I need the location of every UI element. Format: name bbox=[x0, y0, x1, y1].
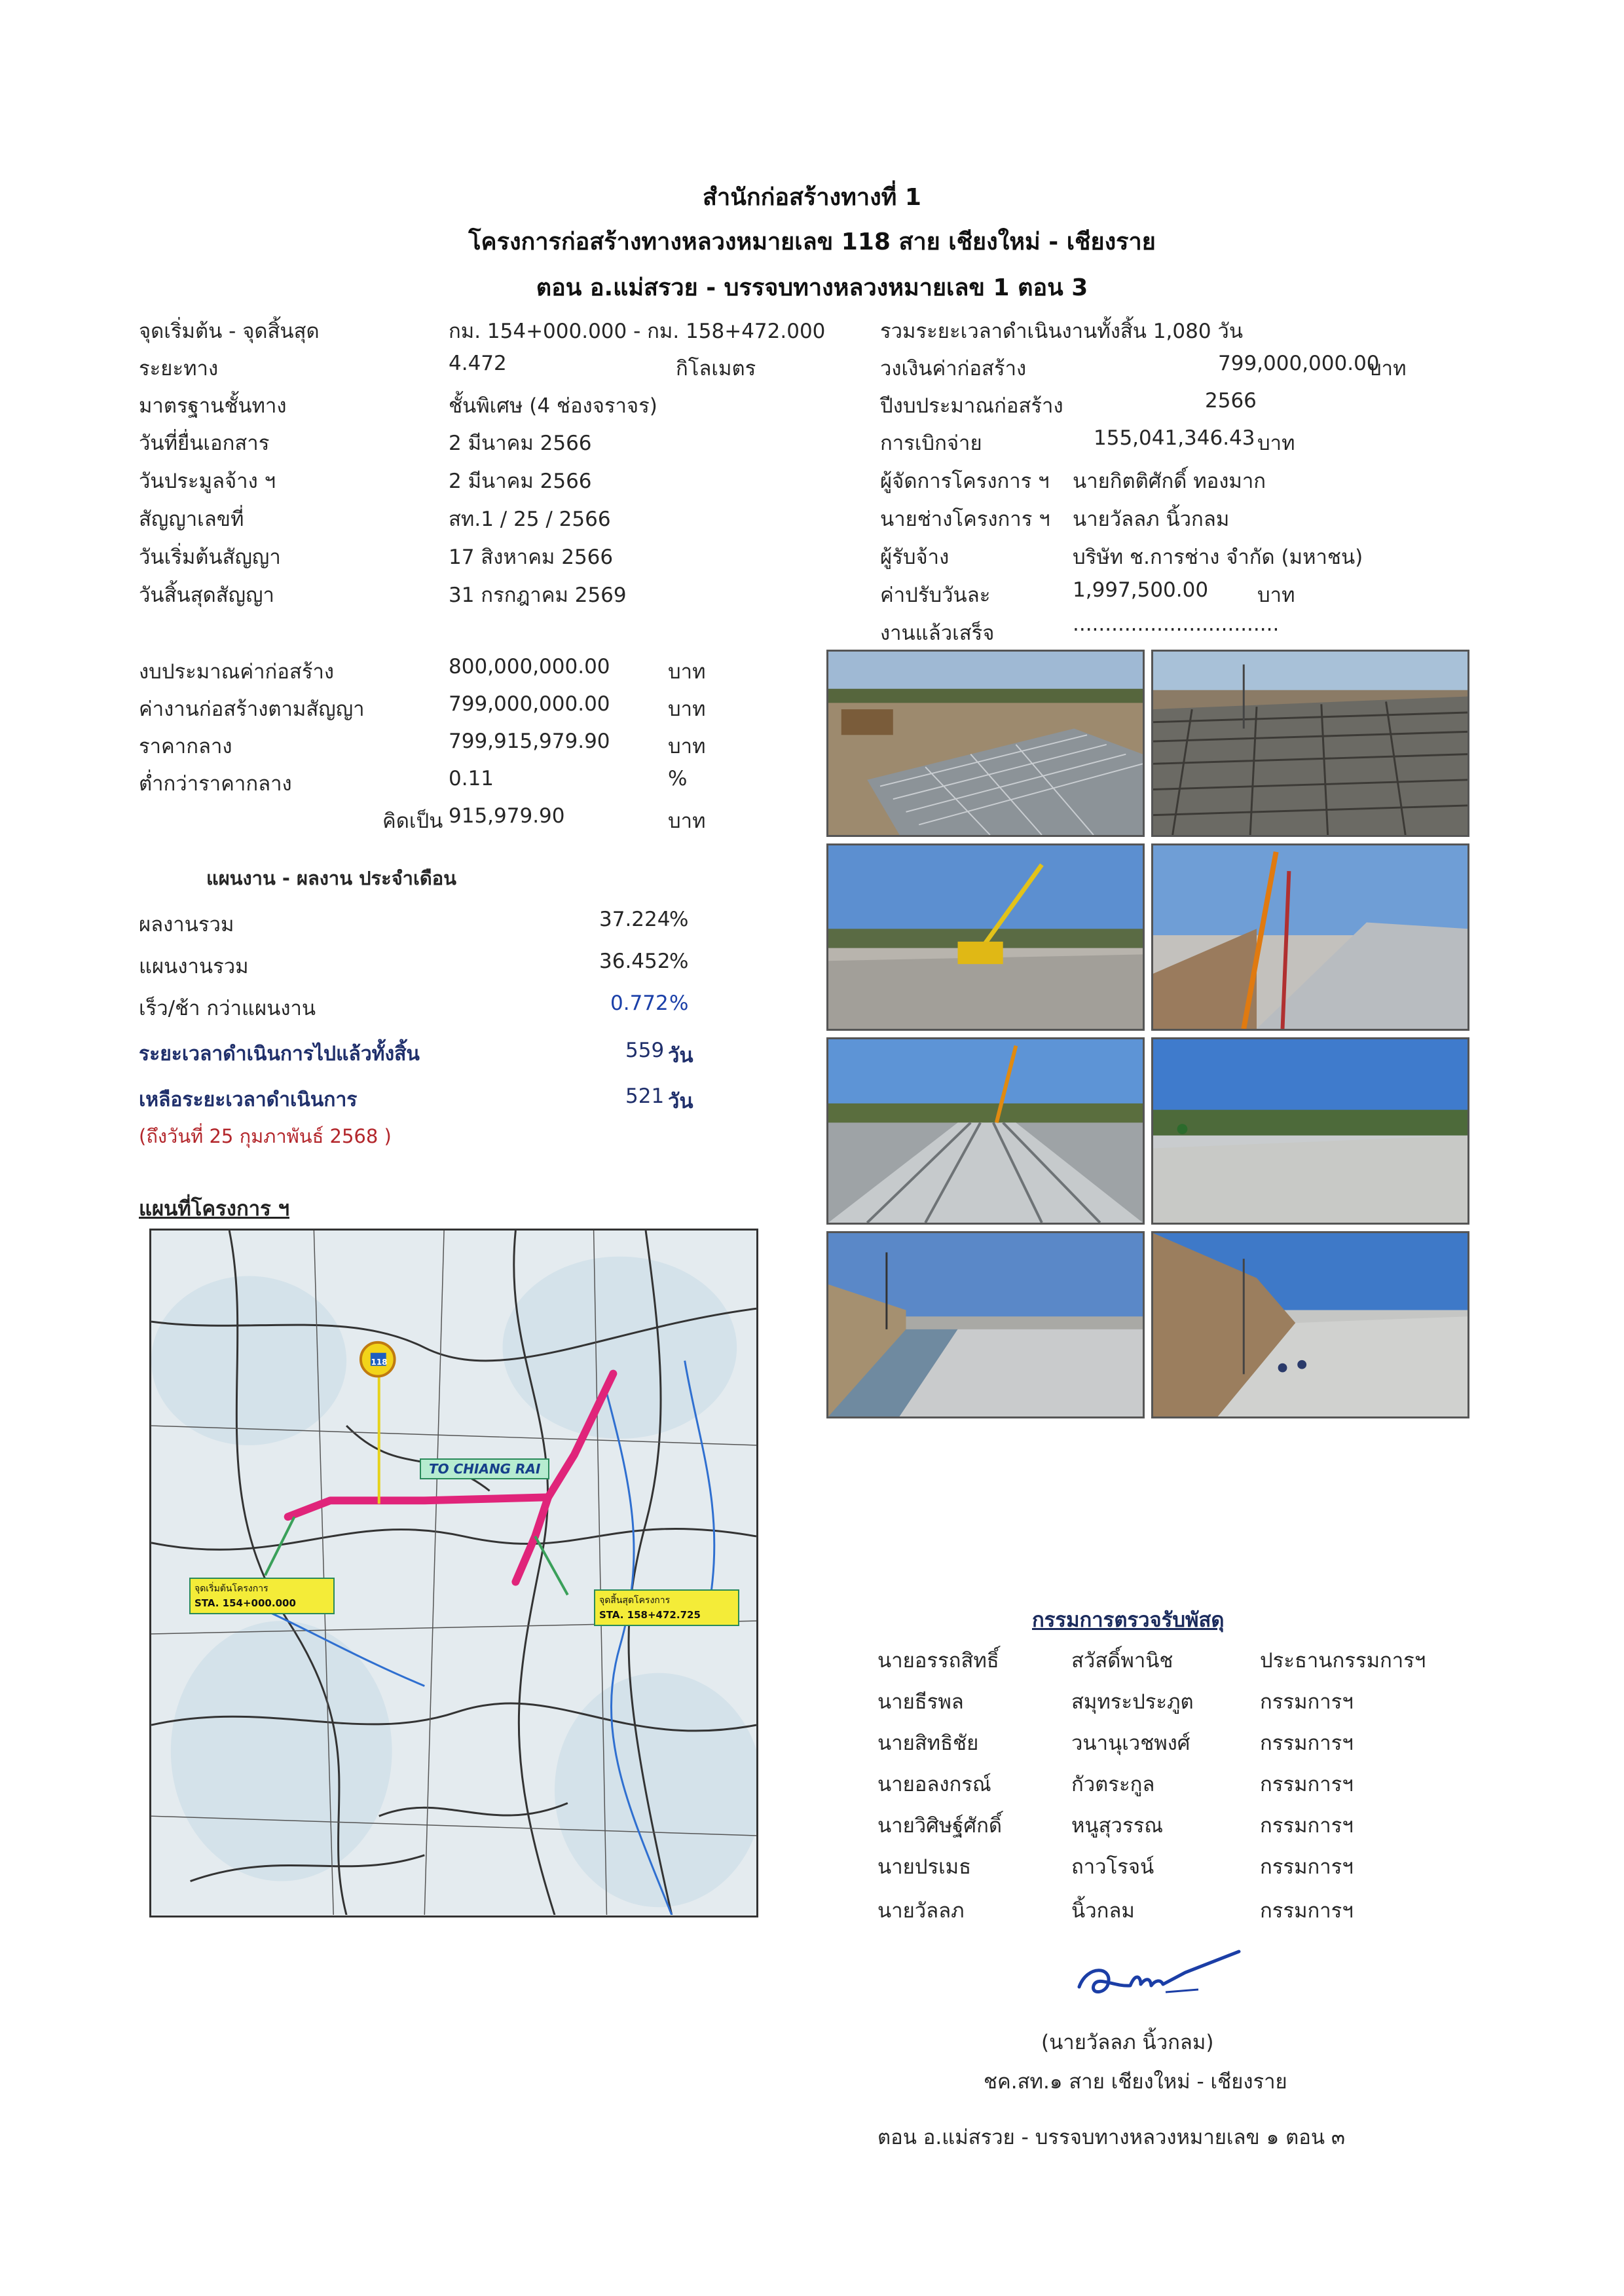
info-unit: บาท bbox=[1369, 357, 1407, 380]
member-first-name: นายวิศิษฐ์ศักดิ์ bbox=[877, 1814, 1002, 1838]
member-role: กรรมการฯ bbox=[1260, 1690, 1354, 1714]
info-label: สัญญาเลขที่ bbox=[139, 508, 244, 531]
info-value: 17 สิงหาคม 2566 bbox=[449, 546, 614, 569]
progress-unit: วัน bbox=[668, 1044, 693, 1067]
direction-label: TO CHIANG RAI bbox=[420, 1458, 549, 1479]
info-value: 2 มีนาคม 2566 bbox=[449, 432, 592, 455]
end-point-label: จุดสิ้นสุดโครงการ bbox=[599, 1595, 671, 1606]
info-label: รวมระยะเวลาดำเนินงานทั้งสิ้น 1,080 วัน bbox=[880, 320, 1244, 343]
signer-name: (นายวัลลภ นิ้วกลม) bbox=[1041, 2031, 1214, 2054]
progress-as-of: (ถึงวันที่ 25 กุมภาพันธ์ 2568 ) bbox=[139, 1125, 392, 1147]
progress-unit: % bbox=[669, 908, 689, 931]
info-label: การเบิกจ่าย bbox=[880, 432, 982, 455]
info-unit: บาท bbox=[1257, 583, 1295, 607]
project-map bbox=[149, 1229, 758, 1917]
info-label: วันประมูลจ้าง ฯ bbox=[139, 470, 276, 493]
info-label: จุดเริ่มต้น - จุดสิ้นสุด bbox=[139, 320, 320, 343]
member-last-name: สมุทระประภูต bbox=[1071, 1690, 1194, 1714]
progress-value: 0.772 bbox=[610, 991, 669, 1015]
site-photo bbox=[826, 1231, 1145, 1418]
header-line-3: ตอน อ.แม่สรวย - บรรจบทางหลวงหมายเลข 1 ตอน 3 bbox=[536, 274, 1088, 301]
map-graphic bbox=[151, 1231, 756, 1915]
member-last-name: นิ้วกลม bbox=[1071, 1899, 1135, 1923]
info-value: 799,000,000.00 bbox=[1218, 352, 1380, 375]
header-line-2: โครงการก่อสร้างทางหลวงหมายเลข 118 สาย เชียงใหม่ - เชียงราย bbox=[468, 229, 1156, 255]
budget-unit: บาท bbox=[668, 660, 706, 684]
budget-label: ราคากลาง bbox=[139, 735, 232, 758]
budget-value: 800,000,000.00 bbox=[449, 655, 610, 678]
budget-label: ค่างานก่อสร้างตามสัญญา bbox=[139, 697, 365, 721]
member-last-name: ถาวโรจน์ bbox=[1071, 1855, 1154, 1879]
site-photo bbox=[1151, 843, 1469, 1031]
budget-value: 0.11 bbox=[449, 767, 494, 790]
site-photo bbox=[826, 650, 1145, 837]
info-value: 155,041,346.43 bbox=[1094, 426, 1255, 450]
member-role: กรรมการฯ bbox=[1260, 1773, 1354, 1796]
member-last-name: กัวตระกูล bbox=[1071, 1773, 1155, 1796]
budget-value: 799,915,979.90 bbox=[449, 730, 610, 753]
member-first-name: นายธีรพล bbox=[877, 1690, 964, 1714]
info-value: 31 กรกฎาคม 2569 bbox=[449, 583, 627, 607]
progress-label: ผลงานรวม bbox=[139, 913, 234, 936]
member-role: กรรมการฯ bbox=[1260, 1855, 1354, 1879]
member-first-name: นายอรรถสิทธิ์ bbox=[877, 1649, 999, 1673]
budget-unit: % bbox=[668, 767, 688, 790]
signer-section: ตอน อ.แม่สรวย - บรรจบทางหลวงหมายเลข ๑ ตอน ๓ bbox=[877, 2126, 1346, 2149]
map-heading: แผนที่โครงการ ฯ bbox=[139, 1197, 289, 1221]
info-label: มาตรฐานชั้นทาง bbox=[139, 394, 287, 418]
progress-label: ระยะเวลาดำเนินการไปแล้วทั้งสิ้น bbox=[139, 1043, 420, 1065]
info-label: ผู้รับจ้าง bbox=[880, 546, 950, 569]
progress-heading: แผนงาน - ผลงาน ประจำเดือน bbox=[206, 867, 456, 889]
member-last-name: วนานุเวชพงศ์ bbox=[1071, 1731, 1190, 1755]
info-value: บริษัท ช.การช่าง จำกัด (มหาชน) bbox=[1073, 546, 1363, 569]
progress-value: 521 bbox=[625, 1084, 665, 1108]
member-first-name: นายสิทธิชัย bbox=[877, 1731, 979, 1755]
progress-value: 559 bbox=[625, 1039, 665, 1062]
info-value: นายกิตติศักดิ์ ทองมาก bbox=[1073, 470, 1266, 493]
progress-unit: วัน bbox=[668, 1090, 693, 1113]
budget-label: งบประมาณค่าก่อสร้าง bbox=[139, 660, 335, 684]
member-last-name: สวัสดิ์พานิช bbox=[1071, 1649, 1173, 1673]
site-photo bbox=[826, 843, 1145, 1031]
start-point-label: จุดเริ่มต้นโครงการ bbox=[194, 1583, 268, 1594]
member-first-name: นายวัลลภ bbox=[877, 1899, 965, 1923]
end-point-box bbox=[594, 1589, 739, 1626]
info-value: 4.472 bbox=[449, 352, 507, 375]
info-label: นายช่างโครงการ ฯ bbox=[880, 508, 1050, 531]
site-photo bbox=[1151, 1037, 1469, 1225]
end-point-station: STA. 158+472.725 bbox=[599, 1609, 701, 1621]
site-photo bbox=[826, 1037, 1145, 1225]
progress-label: เหลือระยะเวลาดำเนินการ bbox=[139, 1088, 358, 1111]
info-label: งานแล้วเสร็จ bbox=[880, 621, 995, 645]
budget-value: 799,000,000.00 bbox=[449, 692, 610, 716]
site-photo bbox=[1151, 650, 1469, 837]
budget-diff-unit: บาท bbox=[668, 809, 706, 833]
member-role: กรรมการฯ bbox=[1260, 1731, 1354, 1755]
member-last-name: หนูสุวรรณ bbox=[1071, 1814, 1164, 1838]
signer-position: ชค.สท.๑ สาย เชียงใหม่ - เชียงราย bbox=[984, 2070, 1287, 2094]
member-role: กรรมการฯ bbox=[1260, 1814, 1354, 1838]
site-photo bbox=[1151, 1231, 1469, 1418]
info-value: 2566 bbox=[1205, 389, 1257, 413]
info-value: กม. 154+000.000 - กม. 158+472.000 bbox=[449, 320, 826, 343]
info-label: วันเริ่มต้นสัญญา bbox=[139, 546, 281, 569]
header-line-1: สำนักก่อสร้างทางที่ 1 bbox=[703, 184, 921, 211]
info-value: 2 มีนาคม 2566 bbox=[449, 470, 592, 493]
budget-unit: บาท bbox=[668, 697, 706, 721]
signature-mark bbox=[1067, 1946, 1244, 2005]
info-label: วงเงินค่าก่อสร้าง bbox=[880, 357, 1027, 380]
route-badge: 118 bbox=[371, 1358, 388, 1367]
info-value: นายวัลลภ นิ้วกลม bbox=[1073, 508, 1230, 531]
info-unit: กิโลเมตร bbox=[676, 357, 756, 380]
info-label: วันสิ้นสุดสัญญา bbox=[139, 583, 274, 607]
info-value: 1,997,500.00 bbox=[1073, 578, 1209, 602]
info-value: สท.1 / 25 / 2566 bbox=[449, 508, 611, 531]
info-label: วันที่ยื่นเอกสาร bbox=[139, 432, 270, 455]
progress-value: 37.224 bbox=[599, 908, 671, 931]
info-label: ระยะทาง bbox=[139, 357, 219, 380]
budget-diff-label: คิดเป็น bbox=[382, 809, 443, 833]
progress-label: แผนงานรวม bbox=[139, 955, 249, 978]
start-point-box bbox=[189, 1578, 335, 1614]
budget-label: ต่ำกว่าราคากลาง bbox=[139, 772, 292, 796]
progress-label: เร็ว/ช้า กว่าแผนงาน bbox=[139, 997, 316, 1020]
info-label: ผู้จัดการโครงการ ฯ bbox=[880, 470, 1050, 493]
info-label: ปีงบประมาณก่อสร้าง bbox=[880, 394, 1063, 418]
budget-unit: บาท bbox=[668, 735, 706, 758]
progress-unit: % bbox=[669, 991, 689, 1015]
info-unit: บาท bbox=[1257, 432, 1295, 455]
committee-heading: กรรมการตรวจรับพัสดุ bbox=[1032, 1608, 1225, 1632]
progress-value: 36.452 bbox=[599, 950, 671, 973]
info-value: ................................ bbox=[1073, 612, 1280, 636]
member-role: กรรมการฯ bbox=[1260, 1899, 1354, 1923]
info-label: ค่าปรับวันละ bbox=[880, 583, 991, 607]
start-point-station: STA. 154+000.000 bbox=[194, 1597, 296, 1609]
member-first-name: นายปรเมธ bbox=[877, 1855, 972, 1879]
info-value: ชั้นพิเศษ (4 ช่องจราจร) bbox=[449, 394, 657, 418]
budget-diff-value: 915,979.90 bbox=[449, 804, 565, 828]
member-first-name: นายอลงกรณ์ bbox=[877, 1773, 991, 1796]
member-role: ประธานกรรมการฯ bbox=[1260, 1649, 1426, 1673]
progress-unit: % bbox=[669, 950, 689, 973]
